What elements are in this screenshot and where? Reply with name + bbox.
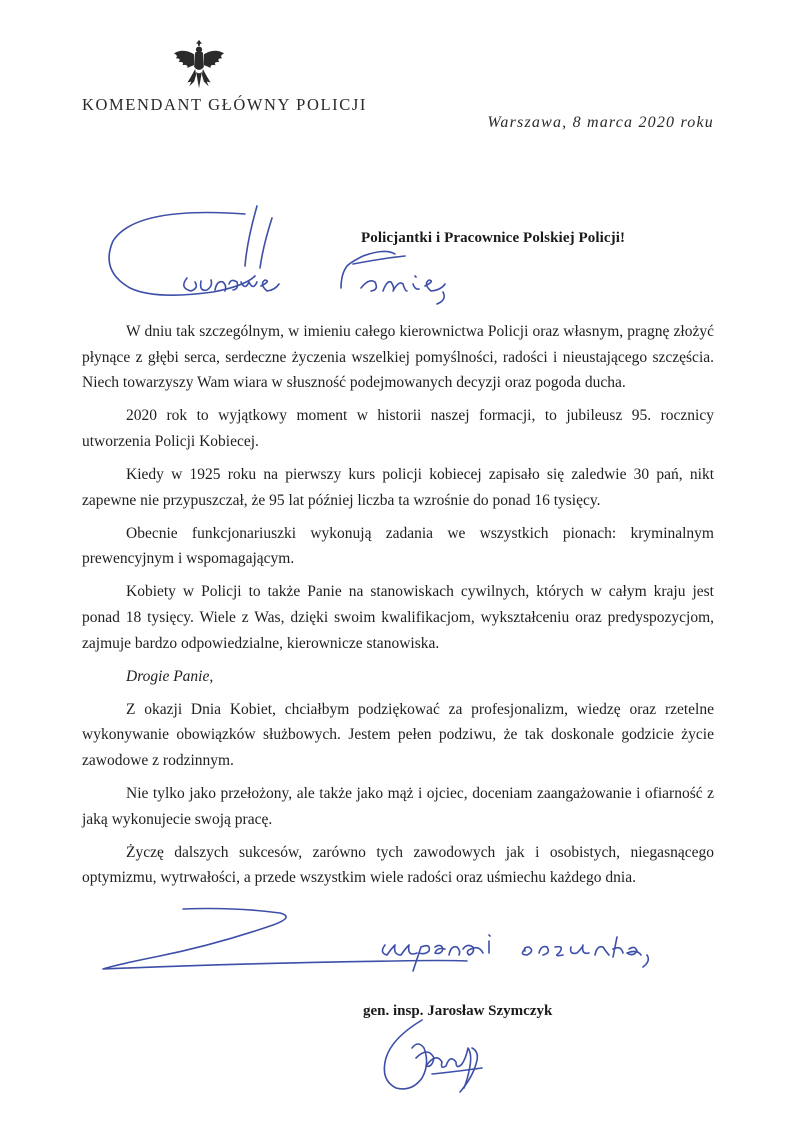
body-paragraph: Kiedy w 1925 roku na pierwszy kurs policji kobiecej zapisało się zaledwie 30 pań, nikt zapewne nie przypuszczał, że 95 lat później liczba ta wzrośnie do ponad 16 tysięcy. — [82, 465, 714, 509]
body-paragraph: 2020 rok to wyjątkowy moment w historii naszej formacji, to jubileusz 95. rocznicy utworzenia Policji Kobiecej. — [82, 407, 714, 450]
handwritten-salutation — [95, 196, 475, 321]
polish-eagle-emblem-icon — [170, 38, 228, 96]
greeting-line: Drogie Panie, — [126, 667, 214, 685]
signer-name: gen. insp. Jarosław Szymczyk — [363, 1003, 553, 1019]
body-paragraph: Kobiety w Policji to także Panie na stanowiskach cywilnych, których w całym kraju jest ponad 18 tysięcy. Wiele z Was, dzięki swoim kwalifikacjom, wykształceniu oraz predyspozycjom, zajmuje bardzo odpowiedzialne, kierownicze stanowiska. — [82, 583, 714, 652]
issuer-title: KOMENDANT GŁÓWNY POLICJI — [82, 95, 367, 114]
body-paragraph: W dniu tak szczególnym, w imieniu całego kierownictwa Policji oraz własnym, pragnę złożyć płynące z głębi serca, serdeczne życzenia wszelkiej pomyślności, radości i nieustającego szczęścia. Niech towarzyszy Wam wiara w słuszność podejmowanych decyzji oraz pogoda ducha. — [82, 323, 714, 392]
addressee-heading: Policjantki i Pracownice Polskiej Policji! — [361, 230, 626, 246]
body-paragraph: Nie tylko jako przełożony, ale także jako mąż i ojciec, doceniam zaangażowanie i ofiarność z jaką wykonujecie swoją pracę. — [82, 785, 714, 828]
signature — [372, 1018, 502, 1106]
body-paragraph: Życzę dalszych sukcesów, zarówno tych zawodowych jak i osobistych, niegasnącego optymizmu, wytrwałości, a przede wszystkim wiele radości oraz uśmiechu każdego dnia. — [82, 843, 714, 887]
letter-body — [82, 319, 714, 898]
body-paragraph: Z okazji Dnia Kobiet, chciałbym podziękować za profesjonalizm, wiedzę oraz rzetelne wykonywanie obowiązków służbowych. Jestem pełen podziwu, że tak doskonale godzicie życie zawodowe z rodzinnym. — [82, 700, 714, 769]
place-date: Warszawa, 8 marca 2020 roku — [487, 114, 714, 131]
handwritten-closing — [95, 905, 715, 985]
body-paragraph: Obecnie funkcjonariuszki wykonują zadania we wszystkich pionach: kryminalnym prewencyjnym i wspomagającym. — [82, 524, 714, 568]
